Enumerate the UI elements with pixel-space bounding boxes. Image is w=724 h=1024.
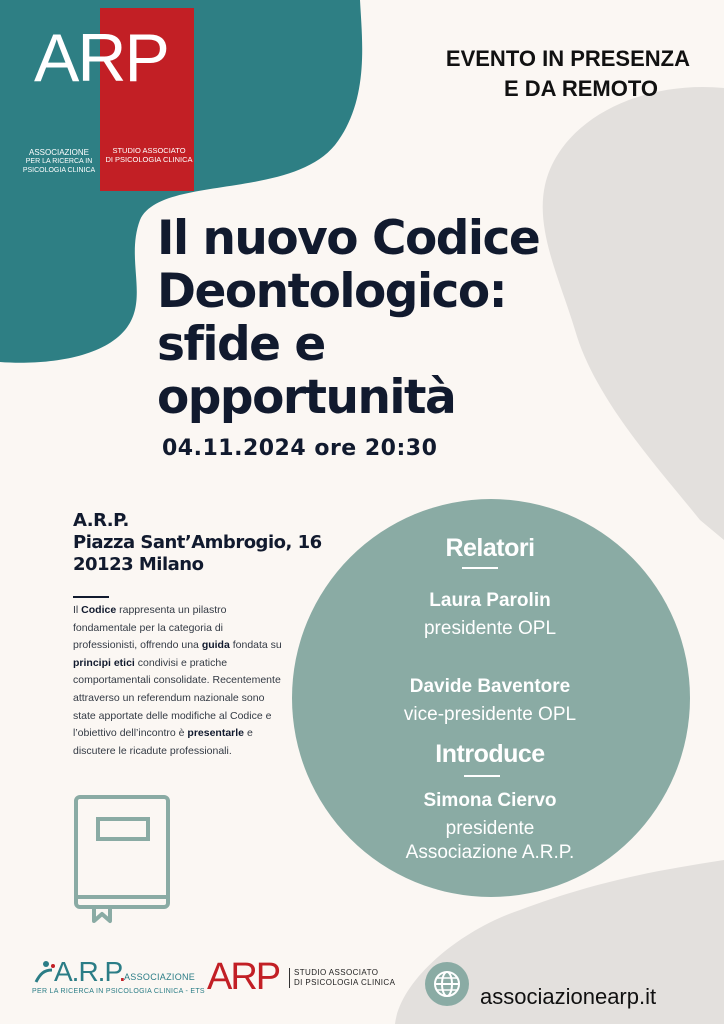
event-datetime: 04.11.2024 ore 20:30	[162, 436, 438, 461]
event-title: Il nuovo Codice Deontologico: sfide e opportunità	[157, 211, 540, 425]
speaker-role: presidente OPL	[423, 618, 557, 639]
globe-icon	[425, 962, 469, 1006]
logo-studio-caption: STUDIO ASSOCIATO DI PSICOLOGIA CLINICA	[105, 146, 193, 164]
event-description: Il Codice rappresenta un pilastro fondamentale per la categoria di professionisti, offrendo una guida fondata su principi etici condivisi e pratiche comportamentali consolidate. Recentemente attraverso un referendum nazionale sono state apportate delle modifiche al Codice e l’obiettivo dell’incontro è presentarle e discutere le ricadute professionali.	[73, 604, 282, 757]
introducer-organization: Associazione A.R.P.	[405, 842, 575, 863]
speakers-divider	[462, 567, 498, 569]
venue-address: A.R.P. Piazza Sant’Ambrogio, 16 20123 Milano	[73, 510, 322, 575]
speaker-name: Laura Parolin	[429, 590, 551, 611]
speaker-name: Davide Baventore	[409, 676, 571, 697]
introducer-name: Simona Ciervo	[423, 790, 557, 811]
speaker-role: vice-presidente OPL	[403, 704, 577, 725]
introduction-divider	[464, 775, 500, 777]
event-type: EVENTO IN PRESENZA E DA REMOTO	[445, 46, 690, 101]
introducer-role: presidente	[445, 818, 535, 839]
book-icon	[72, 793, 172, 925]
website-link[interactable]: associazionearp.it	[480, 984, 657, 1009]
logo-association-caption: ASSOCIAZIONE PER LA RICERCA IN PSICOLOGIA CLINICA	[22, 148, 96, 174]
divider	[73, 596, 109, 598]
introduction-heading: Introduce	[435, 740, 545, 768]
speakers-heading: Relatori	[445, 534, 535, 562]
footer-logo-studio: ARP STUDIO ASSOCIATO DI PSICOLOGIA CLINICA	[207, 956, 396, 998]
arp-logo: ARP	[34, 20, 168, 96]
